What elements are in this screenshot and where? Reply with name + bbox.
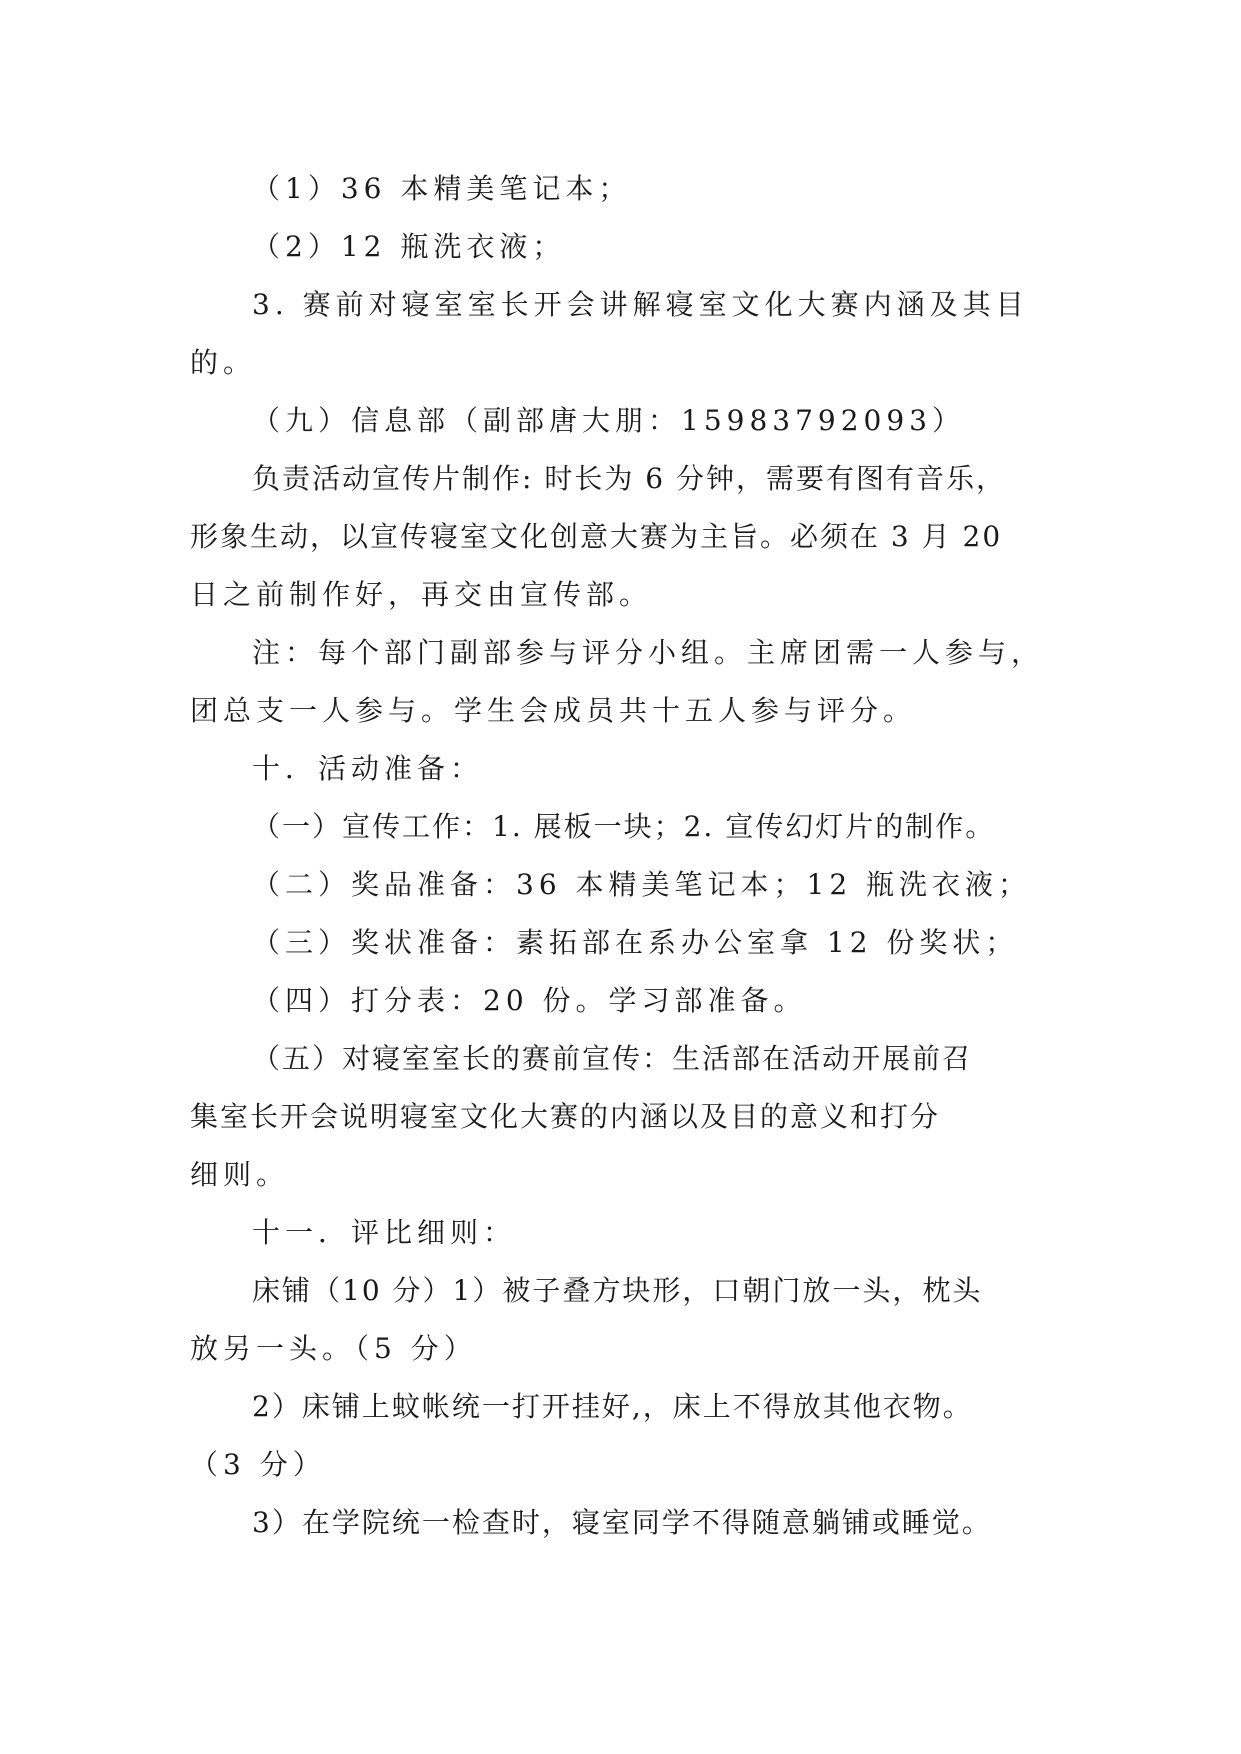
prep-item-briefing: （五）对寝室室长的赛前宣传：生活部在活动开展前召 [252, 1042, 973, 1075]
document-body [190, 160, 1070, 1552]
paragraph-video-end: 日之前制作好，再交由宣传部。 [190, 578, 653, 611]
prep-item-publicity: （一）宣传工作：1. 展板一块；2. 宣传幻灯片的制作。 [252, 810, 996, 843]
paragraph-briefing: 3. 赛前对寝室室长开会讲解寝室文化大赛内涵及其目 [252, 288, 1029, 321]
prep-item-certificates: （三）奖状准备：素拓部在系办公室拿 12 份奖状； [252, 926, 1019, 959]
list-item-detergent: （2）12 瓶洗衣液； [252, 230, 566, 263]
criteria-bed: 床铺（10 分）1）被子叠方块形，口朝门放一头，枕头 [252, 1274, 983, 1307]
section-heading-criteria: 十一．评比细则： [252, 1216, 517, 1249]
criteria-net-score: （3 分） [190, 1448, 326, 1481]
section-heading-info-dept: （九）信息部（副部唐大朋：15983792093） [252, 404, 965, 437]
list-item-notebooks: （1）36 本精美笔记本； [252, 172, 632, 205]
note-paragraph-continued: 团总支一人参与。学生会成员共十五人参与评分。 [190, 694, 917, 727]
criteria-bed-continued: 放另一头。（5 分） [190, 1332, 477, 1365]
paragraph-video: 负责活动宣传片制作: 时长为 6 分钟，需要有图有音乐， [252, 462, 1006, 495]
prep-item-prizes: （二）奖品准备：36 本精美笔记本；12 瓶洗衣液； [252, 868, 1032, 901]
criteria-net: 2）床铺上蚊帐统一打开挂好,，床上不得放其他衣物。 [252, 1390, 973, 1423]
prep-item-briefing-continued: 集室长开会说明寝室文化大赛的内涵以及目的意义和打分 [190, 1100, 941, 1133]
note-paragraph: 注：每个部门副部参与评分小组。主席团需一人参与， [252, 636, 1045, 669]
prep-item-score-sheets: （四）打分表：20 份。学习部准备。 [252, 984, 807, 1017]
criteria-inspection: 3）在学院统一检查时，寝室同学不得随意躺铺或睡觉。 [252, 1506, 992, 1539]
paragraph-video-continued: 形象生动，以宣传寝室文化创意大赛为主旨。必须在 3 月 20 [190, 520, 1003, 553]
section-heading-preparation: 十．活动准备： [252, 752, 484, 785]
paragraph-briefing-continued: 的。 [190, 346, 257, 379]
prep-item-briefing-end: 细则。 [190, 1158, 290, 1191]
